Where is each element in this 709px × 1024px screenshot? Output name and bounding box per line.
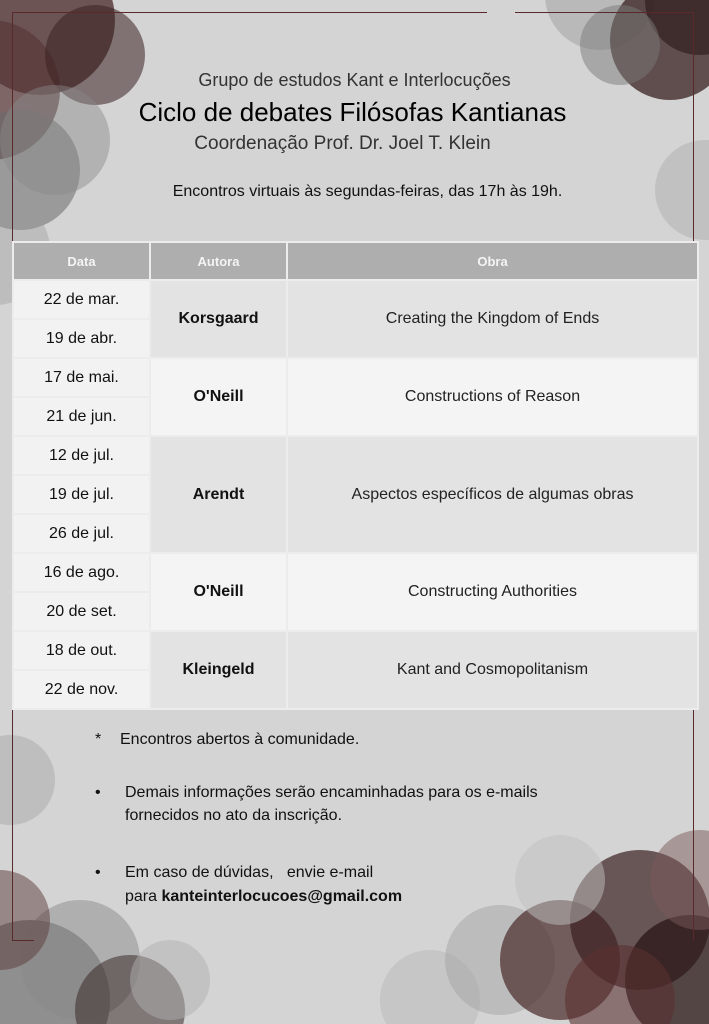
date-cell: 19 de jul. <box>13 475 150 514</box>
note-doubts-line2 <box>125 885 402 908</box>
bullet-mark: • <box>95 864 101 881</box>
group-name: Grupo de estudos Kant e Interlocuções <box>198 70 511 90</box>
schedule-table <box>12 241 699 710</box>
page-title: Ciclo de debates Filósofas Kantianas <box>138 97 567 127</box>
work-cell: Creating the Kingdom of Ends <box>287 280 698 358</box>
table-row <box>13 631 698 670</box>
note-open-text: Encontros abertos à comunidade. <box>120 731 360 748</box>
table-row <box>13 436 698 475</box>
note-info-line2: fornecidos no ato da inscrição. <box>125 807 343 824</box>
note-doubts-line1: Em caso de dúvidas, envie e-mail <box>125 864 374 881</box>
frame-top-left <box>12 12 487 13</box>
table-header-row <box>13 242 698 280</box>
date-cell: 22 de mar. <box>13 280 150 319</box>
table-row <box>13 553 698 592</box>
column-header-date: Data <box>13 242 150 280</box>
email-prefix: para <box>125 888 158 905</box>
work-cell: Constructions of Reason <box>287 358 698 436</box>
author-cell: Arendt <box>150 436 287 553</box>
work-cell: Kant and Cosmopolitanism <box>287 631 698 709</box>
work-cell: Aspectos específicos de algumas obras <box>287 436 698 553</box>
date-cell: 17 de mai. <box>13 358 150 397</box>
date-cell: 22 de nov. <box>13 670 150 709</box>
work-cell: Constructing Authorities <box>287 553 698 631</box>
table-row <box>13 280 698 319</box>
author-cell: O'Neill <box>150 553 287 631</box>
author-cell: Korsgaard <box>150 280 287 358</box>
frame-bottom <box>12 940 34 941</box>
column-header-work: Obra <box>287 242 698 280</box>
date-cell: 18 de out. <box>13 631 150 670</box>
note-info-line1: Demais informações serão encaminhadas para os e-mails <box>125 784 538 801</box>
date-cell: 12 de jul. <box>13 436 150 475</box>
frame-top-right <box>515 12 693 13</box>
bullet-mark: • <box>95 784 101 801</box>
schedule-info: Encontros virtuais às segundas-feiras, das 17h às 19h. <box>172 183 563 200</box>
author-cell: O'Neill <box>150 358 287 436</box>
date-cell: 19 de abr. <box>13 319 150 358</box>
asterisk-mark: * <box>95 731 102 748</box>
date-cell: 16 de ago. <box>13 553 150 592</box>
author-cell: Kleingeld <box>150 631 287 709</box>
contact-email-link[interactable]: kanteinterlocucoes@gmail.com <box>161 888 403 905</box>
date-cell: 21 de jun. <box>13 397 150 436</box>
date-cell: 20 de set. <box>13 592 150 631</box>
table-row <box>13 358 698 397</box>
column-header-author: Autora <box>150 242 287 280</box>
coordination: Coordenação Prof. Dr. Joel T. Klein <box>194 133 491 154</box>
date-cell: 26 de jul. <box>13 514 150 553</box>
